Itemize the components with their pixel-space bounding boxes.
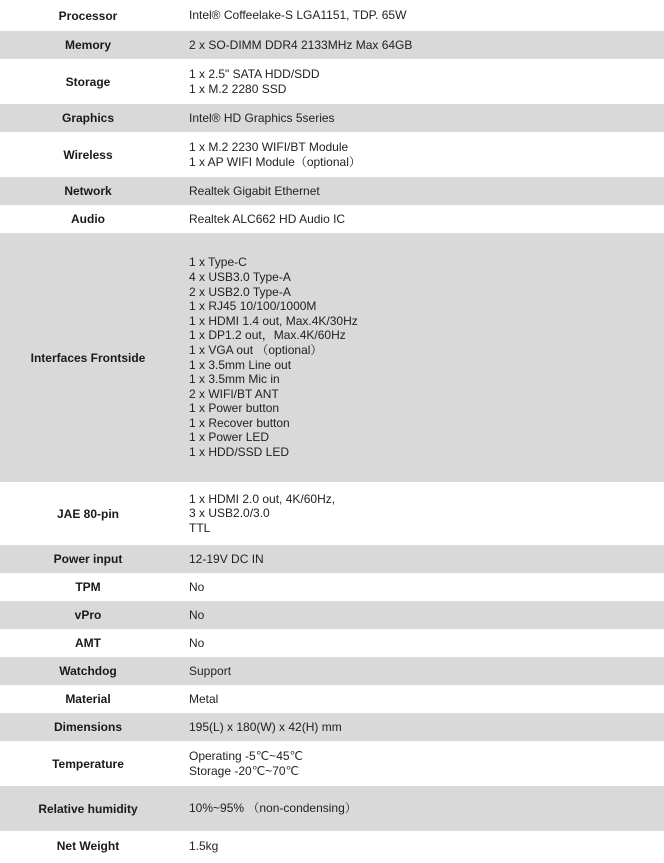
spec-value [176,573,664,601]
spec-label: Network [0,177,176,205]
spec-value-line: 2 x SO-DIMM DDR4 2133MHz Max 64GB [189,37,413,52]
spec-value-line: Intel® HD Graphics 5series [189,110,335,125]
spec-value-line: 1 x HDMI 1.4 out, Max.4K/30Hz [189,313,358,328]
spec-value-line: 10%~95% （non-condensing） [189,801,357,816]
spec-label: Temperature [52,756,124,771]
spec-value [176,132,664,177]
spec-value-line: 1 x AP WIFI Module（optional） [189,154,361,169]
spec-value-line: 1 x 3.5mm Mic in [189,372,280,387]
spec-value-line: 2 x USB2.0 Type-A [189,284,291,299]
spec-row-graphics [0,104,664,132]
spec-row-vpro [0,601,664,629]
spec-value-line: 12-19V DC IN [189,551,264,566]
spec-label: Watchdog [0,657,176,685]
spec-value [176,786,664,831]
spec-row-memory [0,31,664,59]
spec-row-watchdog [0,657,664,685]
spec-label: Material [65,692,111,706]
spec-value [176,657,664,685]
spec-value [176,31,664,59]
spec-value [176,205,664,233]
spec-row-power-input [0,545,664,573]
spec-value-line: No [189,635,205,650]
spec-row-net-weight [0,831,664,861]
spec-row-material [0,685,664,713]
spec-label: Memory [0,31,176,59]
spec-value [176,104,664,132]
spec-row-audio [0,205,664,233]
spec-row-jae-80-pin [0,482,664,545]
spec-value-line: No [189,579,205,594]
spec-row-storage [0,59,664,104]
spec-value-line: Realtek ALC662 HD Audio IC [189,211,346,226]
spec-value [176,601,664,629]
spec-label: Audio [71,212,105,226]
spec-row-interfaces-frontside [0,233,664,482]
spec-value [176,482,664,545]
spec-value [176,685,664,713]
spec-value-line: TTL [189,520,211,535]
spec-value [176,59,664,104]
spec-value [176,177,664,205]
spec-label: AMT [75,636,101,650]
spec-row-processor [0,0,664,31]
spec-value-line: 4 x USB3.0 Type-A [189,269,291,284]
spec-label: Interfaces Frontside [0,233,176,482]
spec-row-wireless [0,132,664,177]
spec-label: Net Weight [56,839,120,853]
spec-label: Processor [58,8,118,23]
spec-value-line: No [189,607,205,622]
spec-value-line: 1 x M.2 2280 SSD [189,81,287,96]
spec-row-amt [0,629,664,657]
spec-label: Relative humidity [0,786,176,831]
spec-row-dimensions [0,713,664,741]
spec-value-line: 1 x 2.5" SATA HDD/SDD [189,66,320,81]
spec-value-line: 1 x HDD/SSD LED [189,445,290,460]
spec-label: JAE 80-pin [56,506,119,521]
spec-label: Power input [0,545,176,573]
spec-row-relative-humidity [0,786,664,831]
spec-value [176,741,664,786]
spec-value [176,713,664,741]
spec-value-line: Operating -5℃~45℃ [189,748,304,763]
spec-value-line: Intel® Coffeelake-S LGA1151, TDP. 65W [189,8,407,23]
spec-value [176,831,664,861]
spec-value-line: Support [189,663,232,678]
spec-value [176,629,664,657]
spec-row-network [0,177,664,205]
spec-label: Wireless [63,147,113,162]
spec-value [176,233,664,482]
spec-value-line: 3 x USB2.0/3.0 [189,506,270,521]
spec-value-line: 1 x Power LED [189,430,270,445]
spec-value-line: Metal [189,691,219,706]
spec-value-line: Realtek Gigabit Ethernet [189,183,320,198]
spec-value-line: 1 x RJ45 10/100/1000M [189,299,317,314]
spec-row-tpm [0,573,664,601]
spec-label: vPro [0,601,176,629]
spec-value-line: 195(L) x 180(W) x 42(H) mm [189,719,342,734]
spec-value-line: 1 x VGA out （optional） [189,342,323,357]
spec-label: Dimensions [0,713,176,741]
spec-value-line: 2 x WIFI/BT ANT [189,386,279,401]
spec-value-line: 1 x M.2 2230 WIFI/BT Module [189,139,349,154]
spec-value-line: 1 x HDMI 2.0 out, 4K/60Hz, [189,491,336,506]
spec-label: Graphics [0,104,176,132]
spec-row-temperature [0,741,664,786]
spec-value-line: 1 x Type-C [189,255,247,270]
spec-value-line: 1 x 3.5mm Line out [189,357,292,372]
spec-value [176,545,664,573]
spec-value-line: 1 x DP1.2 out，Max.4K/60Hz [189,328,346,343]
spec-value-line: 1 x Power button [189,401,280,416]
spec-label: TPM [75,580,101,594]
spec-value-line: 1.5kg [189,838,219,853]
spec-value-line: Storage -20℃~70℃ [189,763,300,778]
spec-label: Storage [65,74,111,89]
spec-value [176,0,664,31]
spec-value-line: 1 x Recover button [189,415,290,430]
